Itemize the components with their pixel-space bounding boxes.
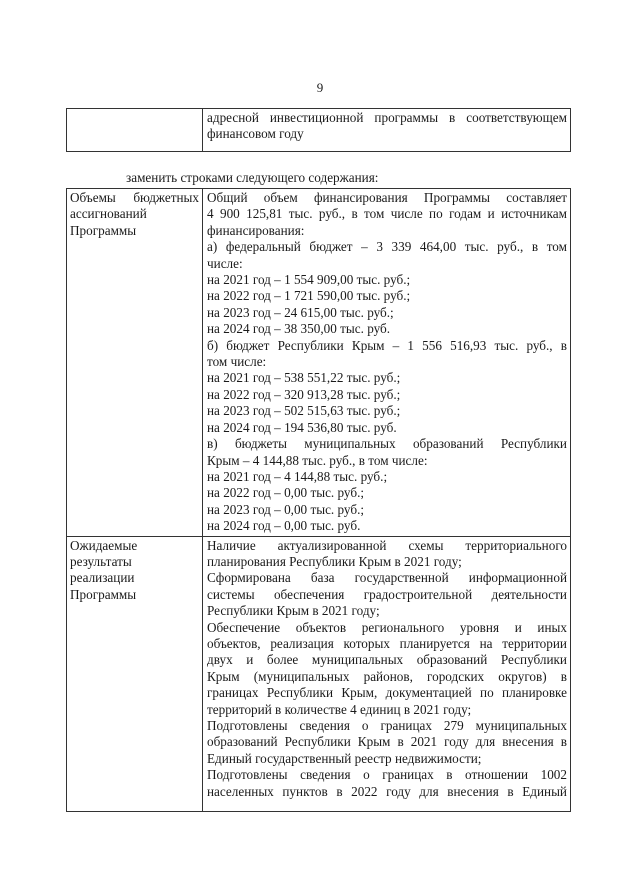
label-line: результаты [70,553,132,569]
text-line: на 2023 год – 24 615,00 тыс. руб.; [207,304,394,320]
text-line: системы обеспечения градостроительной деятельности [207,586,567,602]
text-line: 4 900 125,81 тыс. руб., в том числе по годам и источникам [207,206,567,222]
text-line: Наличие актуализированной схемы территориального [207,537,567,553]
text-line: финансирования: [207,222,305,238]
text-line: на 2024 год – 194 536,80 тыс. руб. [207,419,397,435]
text-line: Республики Крым в 2021 году; [207,603,380,619]
results-content-cell [203,536,571,811]
label-line: Объемы бюджетных [70,190,199,205]
label-line: Программы [70,586,137,602]
text-line: на 2021 год – 538 551,22 тыс. руб.; [207,370,401,386]
text-line: на 2022 год – 320 913,28 тыс. руб.; [207,386,401,402]
text-line: границах Республики Крым, документацией по планировке [207,685,567,701]
text-line: Крым (муниципальных районов, городских округов) в [207,668,567,684]
text-line: а) федеральный бюджет – 3 339 464,00 тыс. руб., в том [207,239,567,255]
text-line: финансовом году [207,126,304,142]
label-line: реализации [70,570,135,586]
text-line: на 2023 год – 502 515,63 тыс. руб.; [207,403,401,419]
label-line: Ожидаемые [70,537,138,553]
label-line: ассигнований [70,206,147,222]
text-line: на 2021 год – 1 554 909,00 тыс. руб.; [207,272,411,288]
text-line: образований Республики Крым в 2021 году для внесения в [207,734,567,750]
page-number: 9 [316,80,324,95]
text-line: на 2024 год – 38 350,00 тыс. руб. [207,321,391,337]
previous-table-fragment [66,108,571,152]
text-line: объектов, реализация которых планируется на территории [207,635,567,651]
table-cell-empty [67,109,203,152]
text-line: на 2021 год – 4 144,88 тыс. руб.; [207,468,388,484]
text-line: числе: [207,255,243,271]
text-line: двух и более муниципальных образований Республики [207,652,567,668]
text-line: Единый государственный реестр недвижимости; [207,750,482,766]
replacement-intro: заменить строками следующего содержания: [126,170,379,185]
program-passport-table [66,188,571,812]
text-line: том числе: [207,354,267,370]
table-row [67,109,571,152]
financing-label-cell [67,189,203,537]
text-line: Обеспечение объектов регионального уровня и иных [207,619,567,635]
table-cell-text [203,109,571,152]
text-line: Сформирована база государственной информационной [207,570,567,586]
text-line: на 2024 год – 0,00 тыс. руб. [207,518,361,534]
text-line: б) бюджет Республики Крым – 1 556 516,93 тыс. руб., в [207,337,567,353]
results-label-cell [67,536,203,811]
text-line: на 2022 год – 1 721 590,00 тыс. руб.; [207,288,411,304]
text-line: Крым – 4 144,88 тыс. руб., в том числе: [207,452,428,468]
text-line: Подготовлены сведения о границах в отношении 1002 [207,767,567,783]
text-line: Подготовлены сведения о границах 279 муниципальных [207,718,567,733]
text-line: адресной инвестиционной программы в соответствующем [207,110,567,125]
text-line: территорий в количестве 4 единиц в 2021 году; [207,701,472,717]
text-line: Общий объем финансирования Программы составляет [207,190,567,205]
text-line: в) бюджеты муниципальных образований Республики [207,436,567,452]
text-line: на 2022 год – 0,00 тыс. руб.; [207,485,365,501]
text-line: планирования Республики Крым в 2021 году; [207,553,462,569]
table-row-financing [67,189,571,537]
text-line: населенных пунктов в 2022 году для внесения в Единый [207,783,567,799]
financing-content-cell [203,189,571,537]
label-line: Программы [70,222,137,238]
table-row-results [67,536,571,811]
text-line: на 2023 год – 0,00 тыс. руб.; [207,501,365,517]
